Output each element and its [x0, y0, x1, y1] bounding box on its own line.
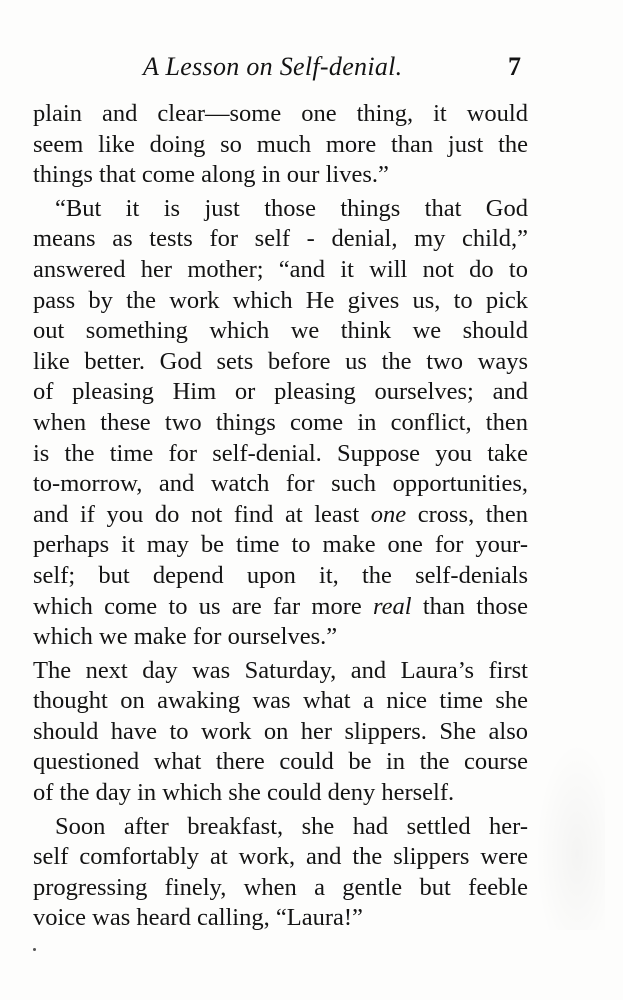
emphasis-text: real — [373, 592, 412, 620]
text-line: progressing finely, when a gentle but feeble — [33, 873, 528, 901]
emphasis-text: one — [370, 500, 407, 528]
show-through-shadow — [535, 740, 605, 930]
text-line: answered her mother; “and it will not do to — [33, 255, 528, 283]
page-number: 7 — [508, 52, 521, 81]
text-line: should have to work on her slippers. She also — [33, 717, 528, 745]
text-line — [33, 592, 528, 623]
text-line: of pleasing Him or pleasing ourselves; and — [33, 378, 528, 406]
text-line: self comfortably at work, and the slippers were — [33, 843, 528, 871]
text-span: cross, then — [406, 500, 528, 528]
text-line: out something which we think we should — [33, 317, 528, 345]
text-line: questioned what there could be in the course — [33, 748, 528, 776]
paragraph-1 — [33, 99, 528, 191]
text-line: things that come along in our lives.” — [33, 161, 389, 189]
text-line: to-morrow, and watch for such opportunities, — [33, 470, 528, 498]
running-title: A Lesson on Self-denial. — [143, 52, 403, 81]
text-span: and if you do not find at least — [33, 500, 371, 528]
text-line: means as tests for self - denial, my child,” — [33, 225, 528, 253]
text-line: The next day was Saturday, and Laura’s first — [33, 656, 528, 684]
text-line: seem like doing so much more than just the — [33, 130, 528, 158]
text-line: Soon after breakfast, she had settled her- — [55, 812, 528, 840]
running-head — [0, 52, 623, 86]
paragraph-2 — [33, 194, 528, 653]
text-line — [33, 500, 528, 531]
text-line: plain and clear—some one thing, it would — [33, 100, 528, 127]
text-span: than those — [411, 592, 528, 620]
text-line: which we make for ourselves.” — [33, 623, 338, 651]
text-line: voice was heard calling, “Laura!” — [33, 904, 363, 932]
text-line: is the time for self-denial. Suppose you take — [33, 439, 528, 467]
text-span: which come to us are far more — [33, 592, 374, 620]
text-line: thought on awaking was what a nice time she — [33, 687, 528, 715]
paragraph-3 — [33, 656, 528, 809]
text-line: when these two things come in conflict, then — [33, 408, 528, 436]
text-line: “But it is just those things that God — [55, 194, 528, 222]
text-line: pass by the work which He gives us, to pick — [33, 286, 528, 314]
ink-speck — [33, 948, 36, 951]
paragraph-4 — [33, 812, 528, 934]
text-line: self; but depend upon it, the self-denials — [33, 561, 528, 589]
body-text — [33, 99, 528, 934]
text-line: of the day in which she could deny herself. — [33, 779, 455, 807]
text-line: perhaps it may be time to make one for your- — [33, 531, 528, 559]
text-line: like better. God sets before us the two ways — [33, 347, 528, 375]
